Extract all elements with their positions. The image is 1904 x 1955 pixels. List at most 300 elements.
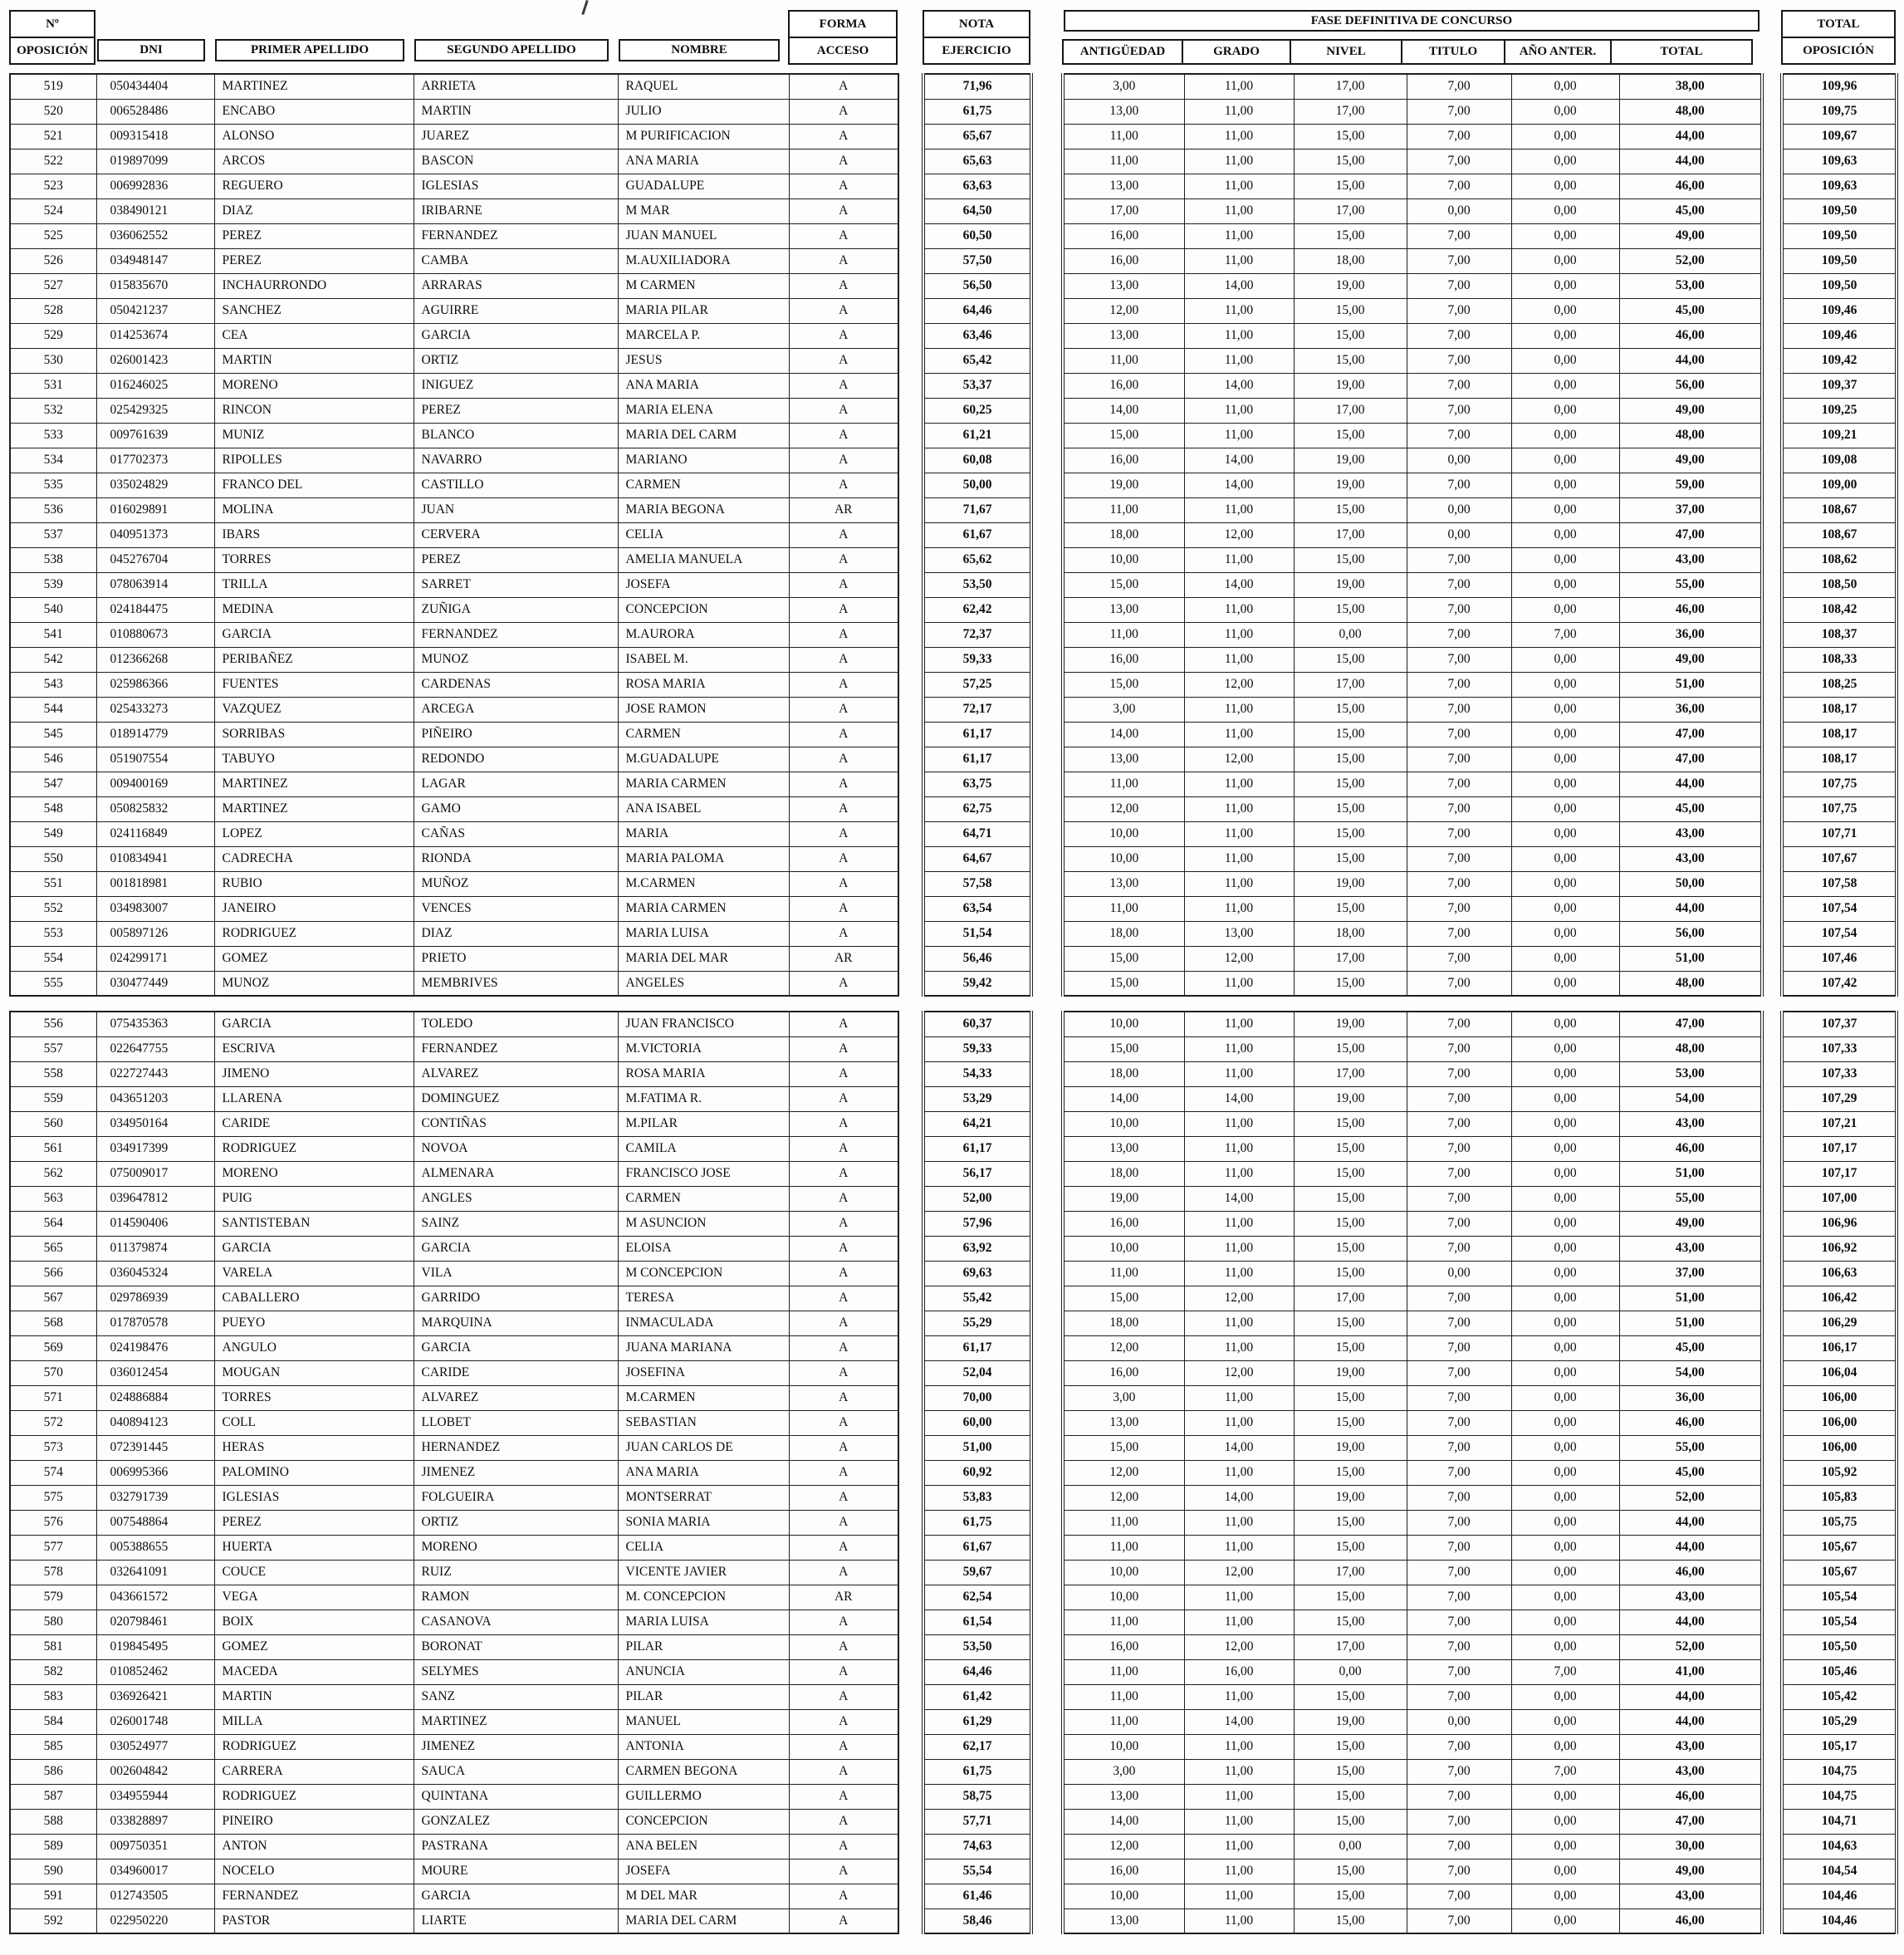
cell-num-oposicion: 562	[10, 1161, 96, 1186]
cell-forma-acceso: A	[789, 448, 898, 473]
spacer	[898, 174, 923, 198]
table-row	[10, 1684, 1897, 1709]
cell-total-oposicion: 108,17	[1782, 697, 1897, 722]
spacer	[898, 1485, 923, 1510]
cell-nota-ejercicio: 65,62	[923, 547, 1031, 572]
cell-num-oposicion: 549	[10, 821, 96, 846]
cell-nivel: 15,00	[1294, 1510, 1407, 1535]
spacer	[898, 821, 923, 846]
cell-total-oposicion: 107,71	[1782, 821, 1897, 846]
spacer	[1031, 1610, 1063, 1634]
results-table-block-2	[9, 1011, 1898, 1934]
cell-nombre: CAMILA	[618, 1136, 789, 1161]
cell-grado: 11,00	[1184, 1261, 1294, 1286]
cell-nivel: 18,00	[1294, 248, 1407, 273]
cell-nota-ejercicio: 53,37	[923, 373, 1031, 398]
cell-ano-anterior: 0,00	[1511, 896, 1619, 921]
cell-total-oposicion: 107,67	[1782, 846, 1897, 871]
cell-dni: 012743505	[96, 1884, 214, 1908]
spacer	[1762, 747, 1782, 772]
cell-forma-acceso: A	[789, 896, 898, 921]
cell-total-concurso: 51,00	[1619, 1161, 1762, 1186]
cell-titulo: 7,00	[1407, 1834, 1511, 1859]
cell-antiguedad: 13,00	[1063, 597, 1184, 622]
cell-total-oposicion: 106,92	[1782, 1236, 1897, 1261]
cell-primer-apellido: CABALLERO	[214, 1286, 414, 1311]
cell-forma-acceso: A	[789, 223, 898, 248]
cell-primer-apellido: MOLINA	[214, 497, 414, 522]
cell-grado: 11,00	[1184, 348, 1294, 373]
cell-segundo-apellido: REDONDO	[414, 747, 618, 772]
cell-total-oposicion: 105,54	[1782, 1585, 1897, 1610]
cell-antiguedad: 10,00	[1063, 1236, 1184, 1261]
cell-num-oposicion: 586	[10, 1759, 96, 1784]
table-row	[10, 1784, 1897, 1809]
cell-total-concurso: 44,00	[1619, 772, 1762, 796]
cell-num-oposicion: 592	[10, 1908, 96, 1933]
cell-nota-ejercicio: 61,46	[923, 1884, 1031, 1908]
cell-primer-apellido: SORRIBAS	[214, 722, 414, 747]
cell-nota-ejercicio: 61,75	[923, 99, 1031, 124]
cell-primer-apellido: GOMEZ	[214, 946, 414, 971]
spacer	[898, 1435, 923, 1460]
spacer	[1031, 1061, 1063, 1086]
cell-nivel: 17,00	[1294, 1061, 1407, 1086]
cell-primer-apellido: RIPOLLES	[214, 448, 414, 473]
cell-nombre: VICENTE JAVIER	[618, 1560, 789, 1585]
results-table-block-1	[9, 73, 1898, 997]
cell-antiguedad: 11,00	[1063, 1610, 1184, 1634]
cell-titulo: 7,00	[1407, 896, 1511, 921]
cell-total-oposicion: 107,54	[1782, 896, 1897, 921]
cell-primer-apellido: GARCIA	[214, 622, 414, 647]
cell-num-oposicion: 553	[10, 921, 96, 946]
cell-primer-apellido: IBARS	[214, 522, 414, 547]
cell-titulo: 7,00	[1407, 1211, 1511, 1236]
cell-segundo-apellido: VENCES	[414, 896, 618, 921]
cell-primer-apellido: RODRIGUEZ	[214, 1136, 414, 1161]
spacer	[1031, 1734, 1063, 1759]
table-row	[10, 1634, 1897, 1659]
spacer	[898, 1560, 923, 1585]
spacer	[1031, 348, 1063, 373]
cell-ano-anterior: 0,00	[1511, 174, 1619, 198]
cell-ano-anterior: 0,00	[1511, 373, 1619, 398]
cell-primer-apellido: ARCOS	[214, 149, 414, 174]
cell-nota-ejercicio: 64,67	[923, 846, 1031, 871]
cell-antiguedad: 11,00	[1063, 149, 1184, 174]
cell-titulo: 7,00	[1407, 1759, 1511, 1784]
cell-segundo-apellido: MOURE	[414, 1859, 618, 1884]
spacer	[898, 1261, 923, 1286]
cell-nombre: CARMEN	[618, 473, 789, 497]
header-slot-nombre	[617, 10, 788, 65]
spacer	[898, 1335, 923, 1360]
spacer	[898, 273, 923, 298]
cell-num-oposicion: 565	[10, 1236, 96, 1261]
cell-total-oposicion: 109,96	[1782, 74, 1897, 99]
spacer	[1031, 747, 1063, 772]
spacer	[1762, 1859, 1782, 1884]
cell-nombre: ANA MARIA	[618, 1460, 789, 1485]
cell-ano-anterior: 0,00	[1511, 971, 1619, 996]
spacer	[898, 1012, 923, 1036]
cell-forma-acceso: A	[789, 1086, 898, 1111]
spacer	[1762, 1136, 1782, 1161]
spacer	[1762, 572, 1782, 597]
spacer	[1031, 448, 1063, 473]
cell-num-oposicion: 555	[10, 971, 96, 996]
cell-total-oposicion: 105,54	[1782, 1610, 1897, 1634]
spacer	[1762, 896, 1782, 921]
spacer	[898, 1634, 923, 1659]
cell-segundo-apellido: ARRARAS	[414, 273, 618, 298]
cell-grado: 14,00	[1184, 1485, 1294, 1510]
spacer	[1762, 871, 1782, 896]
cell-total-oposicion: 104,75	[1782, 1759, 1897, 1784]
cell-total-oposicion: 107,33	[1782, 1036, 1897, 1061]
cell-grado: 11,00	[1184, 1585, 1294, 1610]
cell-grado: 11,00	[1184, 1809, 1294, 1834]
cell-dni: 022950220	[96, 1908, 214, 1933]
cell-nota-ejercicio: 54,33	[923, 1061, 1031, 1086]
table-row	[10, 497, 1897, 522]
spacer	[1031, 1261, 1063, 1286]
cell-titulo: 7,00	[1407, 1410, 1511, 1435]
cell-total-oposicion: 108,42	[1782, 597, 1897, 622]
cell-titulo: 7,00	[1407, 1460, 1511, 1485]
cell-nivel: 17,00	[1294, 1560, 1407, 1585]
cell-forma-acceso: A	[789, 248, 898, 273]
cell-num-oposicion: 545	[10, 722, 96, 747]
cell-antiguedad: 10,00	[1063, 846, 1184, 871]
cell-nivel: 15,00	[1294, 846, 1407, 871]
cell-forma-acceso: A	[789, 547, 898, 572]
cell-segundo-apellido: BLANCO	[414, 423, 618, 448]
cell-forma-acceso: A	[789, 273, 898, 298]
cell-dni: 034983007	[96, 896, 214, 921]
cell-nivel: 15,00	[1294, 597, 1407, 622]
cell-forma-acceso: A	[789, 1435, 898, 1460]
cell-segundo-apellido: MARTIN	[414, 99, 618, 124]
header-fase-title: FASE DEFINITIVA DE CONCURSO	[1064, 10, 1760, 32]
cell-total-oposicion: 105,83	[1782, 1485, 1897, 1510]
spacer	[1762, 1186, 1782, 1211]
cell-nivel: 15,00	[1294, 1535, 1407, 1560]
spacer	[1762, 99, 1782, 124]
cell-num-oposicion: 543	[10, 672, 96, 697]
table-row	[10, 946, 1897, 971]
cell-num-oposicion: 541	[10, 622, 96, 647]
cell-nota-ejercicio: 59,42	[923, 971, 1031, 996]
spacer	[1762, 1460, 1782, 1485]
cell-antiguedad: 11,00	[1063, 896, 1184, 921]
cell-primer-apellido: ANGULO	[214, 1335, 414, 1360]
cell-primer-apellido: CARRERA	[214, 1759, 414, 1784]
spacer	[1031, 921, 1063, 946]
cell-antiguedad: 14,00	[1063, 1086, 1184, 1111]
cell-ano-anterior: 0,00	[1511, 124, 1619, 149]
table-row	[10, 74, 1897, 99]
cell-dni: 025433273	[96, 697, 214, 722]
cell-ano-anterior: 0,00	[1511, 99, 1619, 124]
cell-nota-ejercicio: 71,67	[923, 497, 1031, 522]
cell-ano-anterior: 0,00	[1511, 1111, 1619, 1136]
cell-titulo: 7,00	[1407, 1286, 1511, 1311]
cell-total-oposicion: 105,17	[1782, 1734, 1897, 1759]
cell-num-oposicion: 547	[10, 772, 96, 796]
cell-forma-acceso: A	[789, 821, 898, 846]
cell-forma-acceso: A	[789, 1061, 898, 1086]
cell-primer-apellido: PERIBAÑEZ	[214, 647, 414, 672]
cell-primer-apellido: MUNOZ	[214, 971, 414, 996]
cell-forma-acceso: AR	[789, 1585, 898, 1610]
cell-forma-acceso: A	[789, 1186, 898, 1211]
spacer	[1031, 1236, 1063, 1261]
cell-nivel: 15,00	[1294, 971, 1407, 996]
cell-primer-apellido: INCHAURRONDO	[214, 273, 414, 298]
table-row	[10, 448, 1897, 473]
cell-dni: 038490121	[96, 198, 214, 223]
cell-total-oposicion: 109,37	[1782, 373, 1897, 398]
cell-num-oposicion: 573	[10, 1435, 96, 1460]
cell-forma-acceso: A	[789, 1286, 898, 1311]
cell-nivel: 15,00	[1294, 1261, 1407, 1286]
cell-total-oposicion: 109,46	[1782, 298, 1897, 323]
spacer	[1031, 1435, 1063, 1460]
cell-forma-acceso: A	[789, 1709, 898, 1734]
cell-total-concurso: 46,00	[1619, 597, 1762, 622]
cell-num-oposicion: 551	[10, 871, 96, 896]
cell-nivel: 17,00	[1294, 198, 1407, 223]
cell-total-oposicion: 107,17	[1782, 1161, 1897, 1186]
cell-grado: 14,00	[1184, 572, 1294, 597]
table-row	[10, 647, 1897, 672]
cell-segundo-apellido: MARQUINA	[414, 1311, 618, 1335]
cell-nombre: ANGELES	[618, 971, 789, 996]
cell-titulo: 7,00	[1407, 174, 1511, 198]
cell-total-oposicion: 107,33	[1782, 1061, 1897, 1086]
cell-ano-anterior: 0,00	[1511, 1560, 1619, 1585]
cell-ano-anterior: 0,00	[1511, 597, 1619, 622]
header-forma-line1: FORMA	[819, 17, 867, 31]
cell-titulo: 7,00	[1407, 547, 1511, 572]
cell-forma-acceso: AR	[789, 946, 898, 971]
cell-primer-apellido: RINCON	[214, 398, 414, 423]
cell-nombre: JOSEFA	[618, 1859, 789, 1884]
cell-nivel: 19,00	[1294, 1709, 1407, 1734]
spacer	[898, 1360, 923, 1385]
cell-total-concurso: 53,00	[1619, 1061, 1762, 1086]
cell-total-oposicion: 107,58	[1782, 871, 1897, 896]
cell-dni: 075009017	[96, 1161, 214, 1186]
cell-nivel: 15,00	[1294, 697, 1407, 722]
cell-ano-anterior: 0,00	[1511, 672, 1619, 697]
spacer	[898, 1211, 923, 1236]
cell-nivel: 15,00	[1294, 796, 1407, 821]
cell-total-oposicion: 109,00	[1782, 473, 1897, 497]
cell-num-oposicion: 527	[10, 273, 96, 298]
table-row	[10, 1610, 1897, 1634]
cell-total-concurso: 47,00	[1619, 522, 1762, 547]
cell-total-oposicion: 104,54	[1782, 1859, 1897, 1884]
cell-antiguedad: 13,00	[1063, 323, 1184, 348]
spacer	[1762, 298, 1782, 323]
cell-dni: 039647812	[96, 1186, 214, 1211]
table-row	[10, 1734, 1897, 1759]
cell-nota-ejercicio: 58,46	[923, 1908, 1031, 1933]
cell-forma-acceso: A	[789, 921, 898, 946]
cell-num-oposicion: 587	[10, 1784, 96, 1809]
cell-forma-acceso: A	[789, 1734, 898, 1759]
cell-segundo-apellido: CAÑAS	[414, 821, 618, 846]
cell-num-oposicion: 589	[10, 1834, 96, 1859]
cell-total-concurso: 59,00	[1619, 473, 1762, 497]
cell-antiguedad: 16,00	[1063, 223, 1184, 248]
spacer	[898, 1161, 923, 1186]
spacer	[898, 1236, 923, 1261]
cell-total-concurso: 43,00	[1619, 1734, 1762, 1759]
cell-nota-ejercicio: 63,54	[923, 896, 1031, 921]
cell-segundo-apellido: FERNANDEZ	[414, 1036, 618, 1061]
cell-nombre: JUAN FRANCISCO	[618, 1012, 789, 1036]
cell-titulo: 7,00	[1407, 871, 1511, 896]
cell-forma-acceso: A	[789, 1510, 898, 1535]
cell-dni: 051907554	[96, 747, 214, 772]
cell-primer-apellido: JIMENO	[214, 1061, 414, 1086]
cell-primer-apellido: ENCABO	[214, 99, 414, 124]
spacer	[898, 1510, 923, 1535]
spacer	[1762, 1435, 1782, 1460]
cell-nombre: MARIA LUISA	[618, 1610, 789, 1634]
cell-forma-acceso: A	[789, 971, 898, 996]
cell-nota-ejercicio: 61,54	[923, 1610, 1031, 1634]
cell-dni: 024184475	[96, 597, 214, 622]
cell-nota-ejercicio: 62,75	[923, 796, 1031, 821]
cell-total-concurso: 30,00	[1619, 1834, 1762, 1859]
cell-total-concurso: 55,00	[1619, 1435, 1762, 1460]
cell-ano-anterior: 0,00	[1511, 1485, 1619, 1510]
cell-nombre: MARIA BEGONA	[618, 497, 789, 522]
cell-grado: 11,00	[1184, 423, 1294, 448]
cell-grado: 11,00	[1184, 622, 1294, 647]
spacer	[1762, 647, 1782, 672]
cell-nivel: 15,00	[1294, 772, 1407, 796]
cell-total-oposicion: 105,67	[1782, 1535, 1897, 1560]
cell-nota-ejercicio: 60,25	[923, 398, 1031, 423]
spacer	[1762, 1535, 1782, 1560]
spacer	[1031, 373, 1063, 398]
spacer	[1031, 547, 1063, 572]
cell-nivel: 15,00	[1294, 497, 1407, 522]
cell-num-oposicion: 564	[10, 1211, 96, 1236]
cell-antiguedad: 11,00	[1063, 1535, 1184, 1560]
spacer	[1031, 971, 1063, 996]
cell-antiguedad: 10,00	[1063, 547, 1184, 572]
cell-segundo-apellido: MUÑOZ	[414, 871, 618, 896]
table-row	[10, 971, 1897, 996]
cell-titulo: 7,00	[1407, 572, 1511, 597]
spacer	[898, 248, 923, 273]
cell-grado: 11,00	[1184, 1211, 1294, 1236]
cell-grado: 11,00	[1184, 248, 1294, 273]
cell-grado: 12,00	[1184, 1634, 1294, 1659]
cell-total-concurso: 47,00	[1619, 747, 1762, 772]
cell-num-oposicion: 546	[10, 747, 96, 772]
spacer	[1762, 1884, 1782, 1908]
cell-nombre: MARCELA P.	[618, 323, 789, 348]
spacer	[1762, 1485, 1782, 1510]
header-segundo-apellido: SEGUNDO APELLIDO	[414, 39, 609, 61]
cell-nombre: M. CONCEPCION	[618, 1585, 789, 1610]
cell-nivel: 15,00	[1294, 1784, 1407, 1809]
cell-titulo: 7,00	[1407, 1360, 1511, 1385]
cell-segundo-apellido: ALVAREZ	[414, 1061, 618, 1086]
cell-total-concurso: 52,00	[1619, 1634, 1762, 1659]
cell-antiguedad: 11,00	[1063, 1261, 1184, 1286]
cell-total-oposicion: 105,50	[1782, 1634, 1897, 1659]
cell-total-concurso: 47,00	[1619, 1809, 1762, 1834]
cell-total-oposicion: 105,46	[1782, 1659, 1897, 1684]
cell-total-concurso: 45,00	[1619, 298, 1762, 323]
cell-nombre: MANUEL	[618, 1709, 789, 1734]
cell-primer-apellido: MARTINEZ	[214, 74, 414, 99]
cell-nivel: 17,00	[1294, 522, 1407, 547]
header-grado: GRADO	[1182, 39, 1291, 65]
cell-grado: 11,00	[1184, 99, 1294, 124]
cell-nota-ejercicio: 60,08	[923, 448, 1031, 473]
cell-nota-ejercicio: 62,17	[923, 1734, 1031, 1759]
spacer	[898, 647, 923, 672]
cell-ano-anterior: 7,00	[1511, 1659, 1619, 1684]
table-row	[10, 846, 1897, 871]
cell-titulo: 7,00	[1407, 223, 1511, 248]
spacer	[898, 597, 923, 622]
cell-antiguedad: 3,00	[1063, 1759, 1184, 1784]
cell-forma-acceso: A	[789, 1161, 898, 1186]
spacer	[898, 1136, 923, 1161]
cell-num-oposicion: 548	[10, 796, 96, 821]
spacer	[898, 1535, 923, 1560]
cell-antiguedad: 13,00	[1063, 1908, 1184, 1933]
cell-grado: 11,00	[1184, 223, 1294, 248]
cell-primer-apellido: PUIG	[214, 1186, 414, 1211]
cell-ano-anterior: 0,00	[1511, 497, 1619, 522]
cell-ano-anterior: 0,00	[1511, 1510, 1619, 1535]
cell-nombre: M.CARMEN	[618, 1385, 789, 1410]
cell-nota-ejercicio: 61,17	[923, 1335, 1031, 1360]
spacer	[1762, 597, 1782, 622]
table-row	[10, 1759, 1897, 1784]
cell-segundo-apellido: CASANOVA	[414, 1610, 618, 1634]
cell-ano-anterior: 0,00	[1511, 722, 1619, 747]
cell-num-oposicion: 540	[10, 597, 96, 622]
cell-titulo: 7,00	[1407, 1634, 1511, 1659]
cell-nota-ejercicio: 62,42	[923, 597, 1031, 622]
spacer	[1762, 473, 1782, 497]
spacer	[1762, 522, 1782, 547]
header-num-line2: OPOSICIÓN	[11, 37, 94, 63]
spacer	[1762, 323, 1782, 348]
spacer	[1031, 522, 1063, 547]
cell-forma-acceso: A	[789, 1485, 898, 1510]
cell-primer-apellido: FERNANDEZ	[214, 1884, 414, 1908]
cell-total-oposicion: 107,54	[1782, 921, 1897, 946]
cell-nota-ejercicio: 64,46	[923, 1659, 1031, 1684]
cell-grado: 11,00	[1184, 1410, 1294, 1435]
cell-total-concurso: 46,00	[1619, 1136, 1762, 1161]
cell-forma-acceso: A	[789, 1385, 898, 1410]
